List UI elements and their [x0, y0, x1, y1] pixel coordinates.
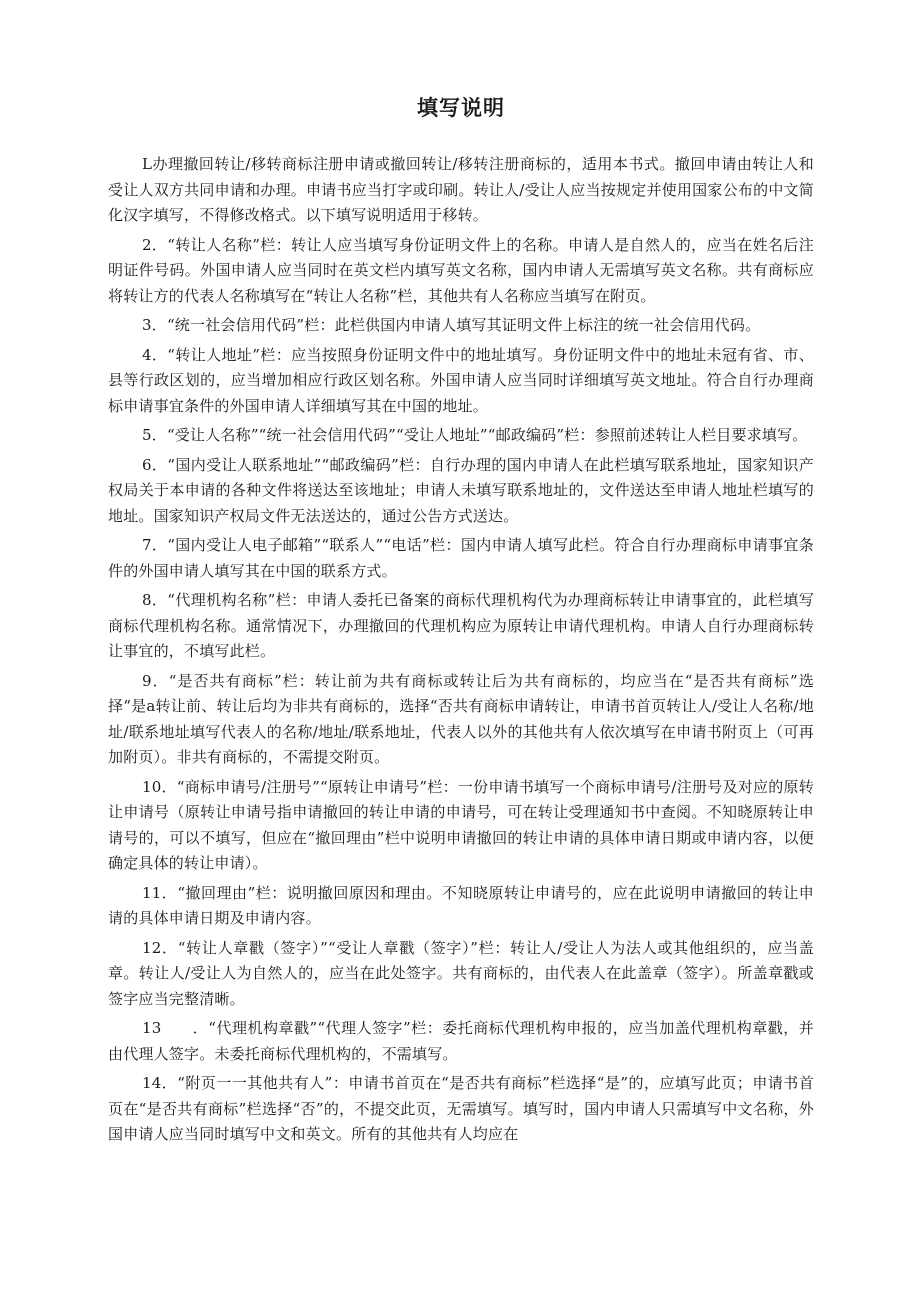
instructions-body	[108, 152, 814, 1152]
paragraph-11: 11．“撤回理由”栏：说明撤回原因和理由。不知晓原转让申请号的，应在此说明申请撤回的转让申请的具体申请日期及申请内容。	[108, 883, 814, 927]
paragraph-2: 2．“转让人名称”栏：转让人应当填写身份证明文件上的名称。申请人是自然人的，应当在姓名后注明证件号码。外国申请人应当同时在英文栏内填写英文名称，国内申请人无需填写英文名称。共有商标应将转让方的代表人名称填写在“转让人名称”栏，其他共有人名称应当填写在附页。	[108, 235, 814, 305]
paragraph-5: 5．“受让人名称”“统一社会信用代码”“受让人地址”“邮政编码”栏：参照前述转让人栏目要求填写。	[142, 426, 808, 444]
paragraph-8: 8．“代理机构名称”栏：申请人委托已备案的商标代理机构代为办理商标转让申请事宜的，此栏填写商标代理机构名称。通常情况下，办理撤回的代理机构应为原转让申请代理机构。申请人自行办理商标转让事宜的，不填写此栏。	[108, 591, 814, 660]
paragraph-13: 13 ．“代理机构章戳”“代理人签字”栏：委托商标代理机构申报的，应当加盖代理机构章戳，并由代理人签字。未委托商标代理机构的，不需填写。	[108, 1019, 814, 1063]
paragraph-10: 10．“商标申请号/注册号”“原转让申请号”栏：一份申请书填写一个商标申请号/注册号及对应的原转让申请号（原转让申请号指申请撤回的转让申请的申请号，可在转让受理通知书中查阅。不知晓原转让申请号的，可以不填写，但应在“撤回理由”栏中说明申请撤回的转让申请的具体申请日期或申请内容，以便确定具体的转让申请）。	[108, 777, 814, 872]
paragraph-3: 3．“统一社会信用代码”栏：此栏供国内申请人填写其证明文件上标注的统一社会信用代码。	[142, 316, 761, 334]
paragraph-4: 4．“转让人地址”栏：应当按照身份证明文件中的地址填写。身份证明文件中的地址未冠有省、市、县等行政区划的，应当增加相应行政区划名称。外国申请人应当同时详细填写英文地址。符合自行办理商标申请事宜条件的外国申请人详细填写其在中国的地址。	[108, 345, 814, 415]
paragraph-12: 12．“转让人章戳（签字）”“受让人章戳（签字）”栏：转让人/受让人为法人或其他组织的，应当盖章。转让人/受让人为自然人的，应当在此处签字。共有商标的，由代表人在此盖章（签字）。所盖章戳或签字应当完整清晰。	[108, 938, 814, 1008]
paragraph-14: 14．“附页一一其他共有人”：申请书首页在“是否共有商标”栏选择“是”的，应填写此页；申请书首页在“是否共有商标”栏选择“否”的，不提交此页，无需填写。填写时，国内申请人只需填写中文名称，外国申请人应当同时填写中文和英文。所有的其他共有人均应在	[108, 1074, 814, 1143]
page-title: 填写说明	[417, 96, 505, 120]
paragraph-9: 9．“是否共有商标”栏：转让前为共有商标或转让后为共有商标的，均应当在“是否共有商标”选择“是a转让前、转让后均为非共有商标的，选择“否共有商标申请转让，申请书首页转让人/受让人名称/地址/联系地址填写代表人的名称/地址/联系地址，代表人以外的其他共有人依次填写在申请书附页上（可再加附页）。非共有商标的，不需提交附页。	[108, 671, 814, 766]
paragraph-1: L办理撤回转让/移转商标注册申请或撤回转让/移转注册商标的，适用本书式。撤回申请由转让人和受让人双方共同申请和办理。申请书应当打字或印刷。转让人/受让人应当按规定并使用国家公布的中文简化汉字填写，不得修改格式。以下填写说明适用于移转。	[108, 155, 814, 224]
paragraph-6: 6．“国内受让人联系地址”“邮政编码”栏：自行办理的国内申请人在此栏填写联系地址，国家知识产权局关于本申请的各种文件将送达至该地址；申请人未填写联系地址的，文件送达至申请人地址栏填写的地址。国家知识产权局文件无法送达的，通过公告方式送达。	[108, 455, 814, 525]
paragraph-7: 7．“国内受让人电子邮箱”“联系人”“电话”栏：国内申请人填写此栏。符合自行办理商标申请事宜条件的外国申请人填写其在中国的联系方式。	[108, 536, 814, 580]
